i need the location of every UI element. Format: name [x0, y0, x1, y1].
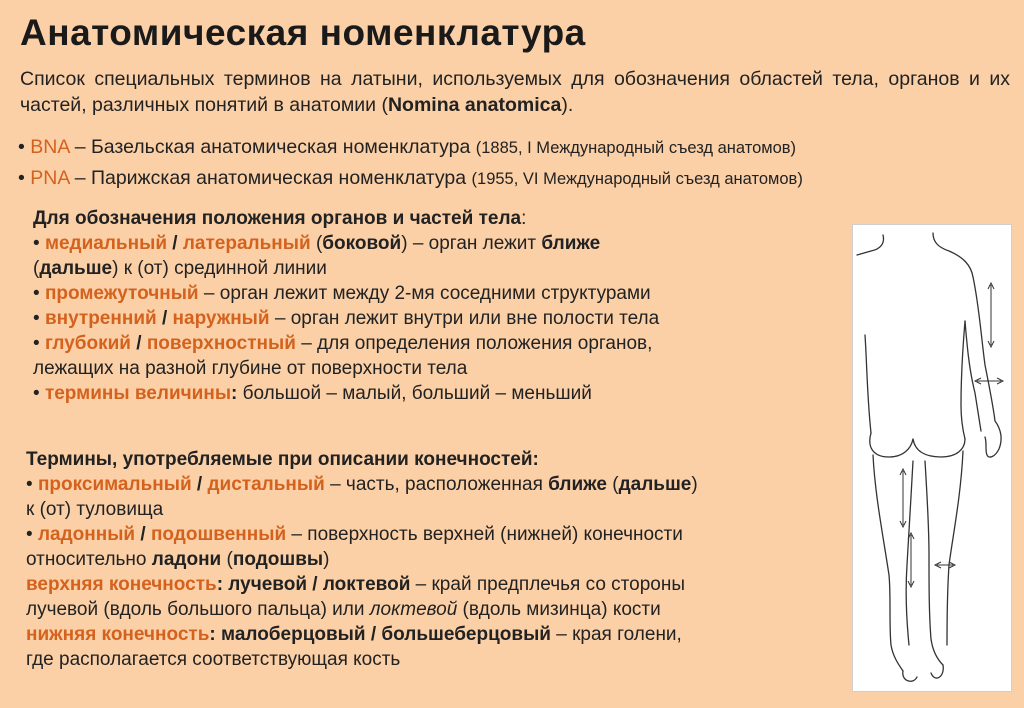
paren: (	[33, 258, 40, 279]
position-heading	[33, 206, 833, 231]
deep-desc: – для определения положения органов,	[295, 333, 653, 354]
pna-note: (1955, VI Международный съезд анатомов)	[471, 170, 803, 188]
medial-desc: – орган лежит	[407, 233, 542, 254]
item-medial-cont	[33, 256, 833, 281]
proximal-desc: – часть, расположенная	[324, 474, 549, 495]
item-lower-limb	[26, 622, 866, 647]
item-deep: • глубокий / поверхностный – для определения положения органов,	[33, 333, 653, 354]
slash: /	[130, 333, 147, 354]
medial-desc-2: ) к (от) срединной линии	[112, 258, 327, 279]
body-outline-icon	[853, 225, 1011, 691]
paren: (	[606, 474, 619, 495]
item-size: • термины величины: большой – малый, больший – меньший	[33, 383, 592, 404]
slash: /	[191, 474, 208, 495]
limbs-section	[26, 447, 866, 672]
upper-desc-2a: лучевой (вдоль большого пальца) или	[26, 599, 370, 620]
term-lateral-alt: боковой	[322, 233, 402, 254]
term-superficial: поверхностный	[146, 333, 296, 354]
position-heading-colon: :	[521, 208, 527, 229]
item-upper-limb	[26, 572, 866, 597]
term-farther: дальше	[618, 474, 692, 495]
intro-paragraph	[20, 66, 1010, 118]
item-proximal-cont: к (от) туловища	[26, 499, 164, 520]
term-internal: внутренний	[44, 308, 157, 329]
term-lateral: латеральный	[182, 233, 311, 254]
lower-desc: – края голени,	[550, 624, 682, 645]
term-palmar: ладонный	[37, 524, 136, 545]
term-external: наружный	[172, 308, 270, 329]
position-section	[33, 206, 833, 406]
upper-desc: – край предплечья со стороны	[410, 574, 686, 595]
bullet-bna: • BNA – Базельская анатомическая номенклатура (1885, I Международный съезд анатомов)	[18, 136, 797, 158]
item-palmar: • ладонный / подошвенный – поверхность верхней (нижней) конечности	[26, 524, 683, 545]
lower-terms: малоберцовый / большеберцовый	[215, 624, 551, 645]
term-lower-limb: нижняя конечность	[26, 624, 210, 645]
item-lower-limb-cont: где располагается соответствующая кость	[26, 649, 401, 670]
item-deep-cont: лежащих на разной глубине от поверхности тела	[33, 358, 468, 379]
item-palmar-cont	[26, 547, 866, 572]
palmar-desc-2: относительно	[26, 549, 152, 570]
size-desc: большой – малый, больший – меньший	[237, 383, 592, 404]
term-upper-limb: верхняя конечность	[26, 574, 217, 595]
term-medial: медиальный	[44, 233, 167, 254]
item-upper-limb-cont	[26, 597, 866, 622]
item-internal: • внутренний / наружный – орган лежит внутри или вне полости тела	[33, 308, 660, 329]
bna-note: (1885, I Международный съезд анатомов)	[475, 139, 797, 157]
pna-abbr: PNA	[30, 167, 70, 189]
term-distal: дистальный	[207, 474, 325, 495]
intro-end: ).	[561, 94, 574, 116]
colon: :	[216, 574, 224, 595]
slash: /	[167, 233, 183, 254]
term-proximal: проксимальный	[37, 474, 192, 495]
bullet-pna: • PNA – Парижская анатомическая номенклатура (1955, VI Международный съезд анатомов)	[18, 167, 803, 189]
term-plantar: подошвенный	[150, 524, 287, 545]
paren: (	[221, 549, 233, 570]
term-size: термины величины	[44, 383, 232, 404]
page-title: Анатомическая номенклатура	[20, 12, 586, 53]
upper-terms: лучевой / локтевой	[223, 574, 411, 595]
item-intermediate: • промежуточный – орган лежит между 2-мя соседними структурами	[33, 283, 651, 304]
slash: /	[156, 308, 173, 329]
intro-text: Список специальных терминов на латыни, используемых для обозначения областей тела, органов и их частей, различных понятий в анатомии (	[20, 68, 1010, 116]
term-closer: ближе	[548, 474, 607, 495]
body-outline-figure	[852, 224, 1012, 692]
term-closer: ближе	[541, 233, 601, 254]
slash: /	[135, 524, 151, 545]
nomenclature-list	[18, 132, 1008, 194]
upper-desc-italic: локтевой	[369, 599, 458, 620]
term-intermediate: промежуточный	[44, 283, 199, 304]
bna-abbr: BNA	[30, 136, 70, 158]
limbs-heading: Термины, употребляемые при описании конечностей:	[26, 449, 539, 470]
intermediate-desc: – орган лежит между 2-мя соседними структурами	[198, 283, 651, 304]
term-palm: ладони	[151, 549, 222, 570]
item-medial: • медиальный / латеральный (боковой) – орган лежит ближе	[33, 233, 601, 254]
item-proximal: • проксимальный / дистальный – часть, расположенная ближе (дальше)	[26, 474, 698, 495]
bna-desc: – Базельская анатомическая номенклатура	[69, 136, 476, 158]
upper-desc-2b: (вдоль мизинца) кости	[457, 599, 661, 620]
position-heading-text: Для обозначения положения органов и частей тела	[33, 208, 522, 229]
paren: )	[323, 549, 330, 570]
term-deep: глубокий	[44, 333, 131, 354]
internal-desc: – орган лежит внутри или вне полости тела	[269, 308, 660, 329]
paren: )	[691, 474, 698, 495]
term-farther: дальше	[39, 258, 113, 279]
term-sole: подошвы	[232, 549, 324, 570]
pna-desc: – Парижская анатомическая номенклатура	[69, 167, 472, 189]
intro-term: Nomina anatomica	[387, 94, 562, 116]
colon: :	[209, 624, 216, 645]
paren: (	[310, 233, 323, 254]
paren: )	[401, 233, 408, 254]
colon: :	[231, 383, 238, 404]
palmar-desc: – поверхность верхней (нижней) конечности	[286, 524, 683, 545]
